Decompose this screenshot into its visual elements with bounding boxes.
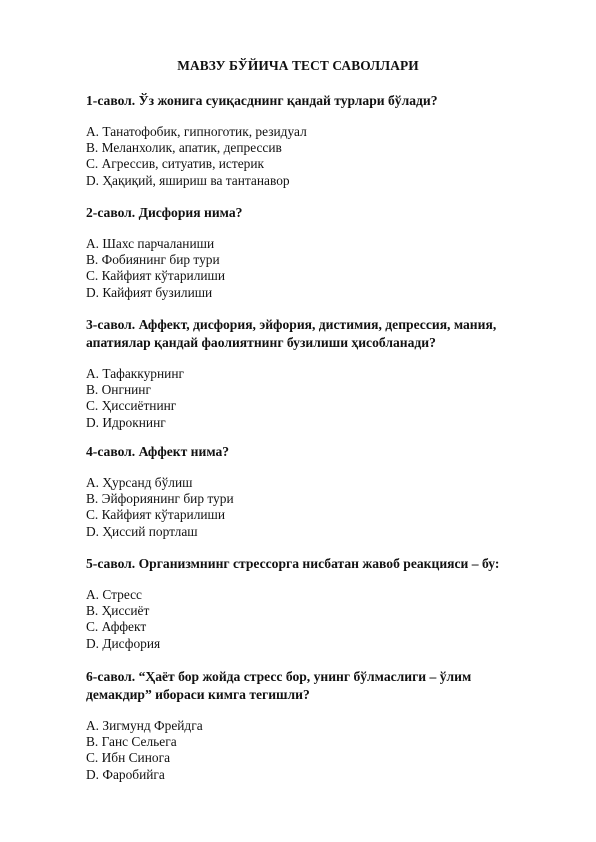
answer-option: A. Ҳурсанд бўлиш [86,475,193,490]
question-2 [86,204,516,301]
question-text: 6-савол. “Ҳаёт бор жойда стресс бор, унинг бўлмаслиги – ўлим демакдир” ибораси кимга тегишли? [86,669,472,702]
answer-option: C. Агрессив, ситуатив, истерик [86,156,265,172]
answer-option: A. Стресс [86,587,142,602]
answer-option: D. Фаробийга [86,766,165,782]
answer-option: A. Зигмунд Фрейдга [86,718,203,733]
answer-list [86,475,516,540]
answer-option: D. Дисфория [86,635,161,651]
answer-option: D. Ҳақиқий, яшириш ва тантанавор [86,172,290,188]
question-text: 4-савол. Аффект нима? [86,444,230,459]
answer-option: C. Кайфият кўтарилиши [86,507,226,523]
answer-option: C. Ибн Синога [86,750,171,766]
page-title: МАВЗУ БЎЙИЧА ТЕСТ САВОЛЛАРИ [177,58,419,73]
answer-option: A. Тафаккурнинг [86,366,184,381]
question-text: 1-савол. Ўз жонига суиқасднинг қандай турлари бўлади? [86,93,438,108]
answer-option: B. Фобиянинг бир тури [86,252,220,268]
answer-option: B. Меланхолик, апатик, депрессив [86,140,282,156]
answer-option: A. Шахс парчаланиши [86,236,215,251]
answer-option: D. Ҳиссий портлаш [86,523,198,539]
question-text: 3-савол. Аффект, дисфория, эйфория, дистимия, депрессия, мания, апатиялар қандай фаолиятнинг бузилиши ҳисобланади? [86,317,497,350]
question-text: 5-савол. Организмнинг стрессорга нисбатан жавоб реакцияси – бу: [86,556,500,571]
answer-option: A. Танатофобик, гипноготик, резидуал [86,124,307,139]
answer-option: B. Ганс Сельега [86,734,177,750]
answer-option: B. Онгнинг [86,382,151,398]
answer-option: C. Аффект [86,619,147,635]
question-3 [86,316,516,431]
question-1 [86,92,516,189]
answer-list [86,366,516,431]
answer-option: D. Идрокнинг [86,414,166,430]
answer-option: C. Ҳиссиётнинг [86,398,177,414]
answer-list [86,718,516,783]
answer-option: D. Кайфият бузилиши [86,284,213,300]
answer-option: C. Кайфият кўтарилиши [86,268,226,284]
answer-list [86,587,516,652]
answer-option: B. Ҳиссиёт [86,603,150,619]
question-6 [86,668,516,783]
question-5 [86,555,516,652]
answer-list [86,236,516,301]
answer-list [86,124,516,189]
question-text: 2-савол. Дисфория нима? [86,205,243,220]
question-4 [86,443,516,540]
answer-option: B. Эйфориянинг бир тури [86,491,234,507]
